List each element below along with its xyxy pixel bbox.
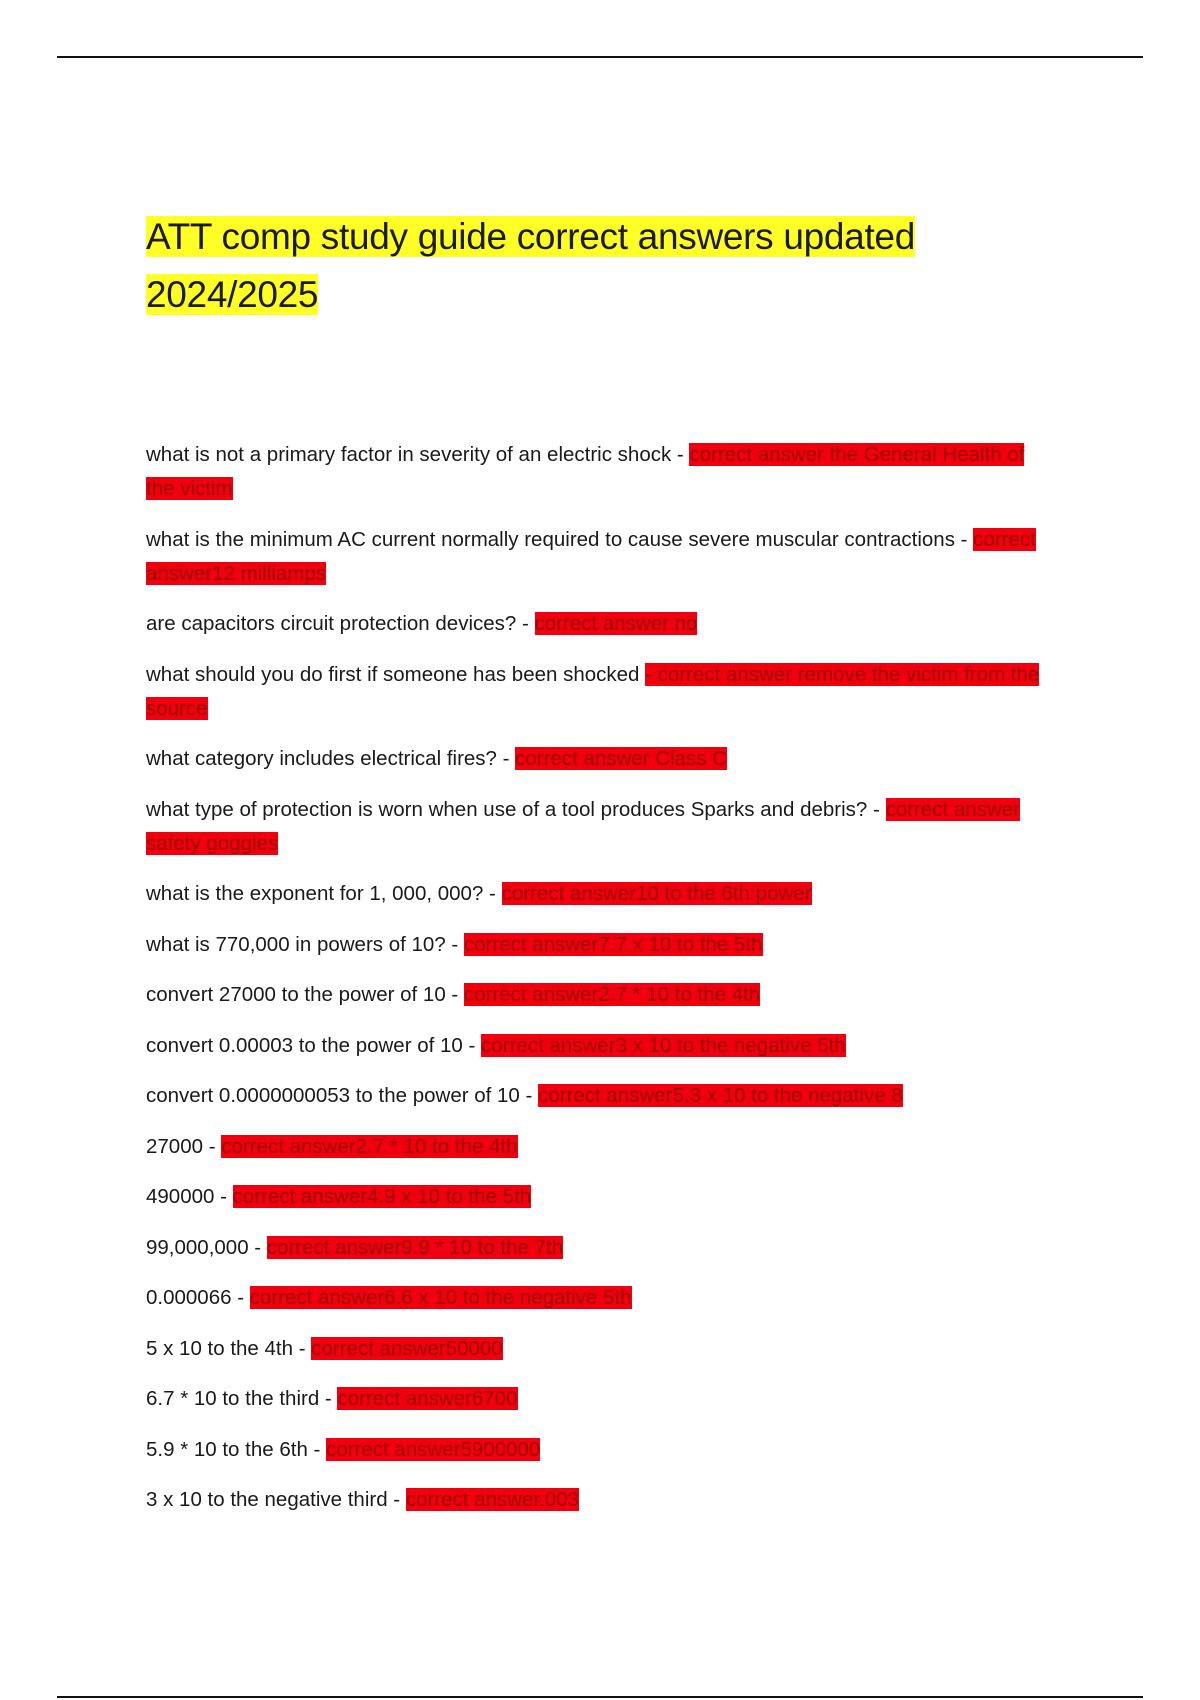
answer-text: correct answer6700 bbox=[337, 1387, 518, 1410]
answer-text: correct answer.003 bbox=[405, 1488, 580, 1511]
question-text: 490000 - bbox=[146, 1185, 233, 1208]
qa-item bbox=[146, 1382, 1046, 1416]
question-text: 6.7 * 10 to the third - bbox=[146, 1387, 338, 1410]
question-text: what category includes electrical fires? - bbox=[146, 747, 516, 770]
answer-text: correct answer7.7 x 10 to the 5th bbox=[463, 932, 763, 956]
header-rule bbox=[57, 56, 1143, 58]
answer-text: correct answer2.7 * 10 to the 4th bbox=[463, 983, 761, 1006]
qa-list bbox=[146, 438, 1046, 1534]
answer-text: - correct answer remove the victim from the source bbox=[146, 662, 1040, 720]
answer-text: correct answer4.9 x 10 to the 5th bbox=[232, 1185, 532, 1208]
answer-text: correct answer no bbox=[534, 612, 698, 635]
question-text: what is not a primary factor in severity of an electric shock - bbox=[146, 443, 690, 466]
question-text: 99,000,000 - bbox=[146, 1235, 267, 1259]
footer-rule bbox=[57, 1696, 1143, 1698]
question-text: what is the minimum AC current normally required to cause severe muscular contractions - bbox=[146, 527, 974, 551]
question-text: 27000 - bbox=[146, 1134, 222, 1158]
question-text: what type of protection is worn when use of a tool produces Sparks and debris? - bbox=[146, 797, 886, 821]
document-title-text: ATT comp study guide correct answers updated 2024/2025 bbox=[146, 216, 915, 315]
question-text: are capacitors circuit protection devices? - bbox=[146, 612, 535, 635]
answer-text: correct answer2.7 * 10 to the 4th bbox=[221, 1134, 518, 1158]
question-text: convert 27000 to the power of 10 - bbox=[146, 983, 464, 1006]
question-text: what should you do first if someone has been shocked bbox=[146, 662, 646, 686]
qa-item bbox=[146, 1130, 1046, 1164]
answer-text: correct answer the General Health of the victim bbox=[146, 443, 1025, 500]
qa-item bbox=[146, 1281, 1046, 1315]
question-text: what is the exponent for 1, 000, 000? - bbox=[146, 882, 502, 905]
qa-item bbox=[146, 1029, 1046, 1063]
answer-text: correct answer safety goggles bbox=[146, 797, 1020, 855]
qa-item bbox=[146, 928, 1046, 962]
answer-text: correct answer5900000 bbox=[326, 1437, 541, 1461]
qa-item bbox=[146, 658, 1046, 726]
question-text: 5 x 10 to the 4th - bbox=[146, 1336, 312, 1360]
answer-text: correct answer5.3 x 10 to the negative 8 bbox=[538, 1084, 903, 1107]
answer-text: correct answer9.9 * 10 to the 7th bbox=[266, 1235, 564, 1259]
qa-item bbox=[146, 1180, 1046, 1214]
answer-text: correct answer Class C bbox=[515, 747, 728, 770]
qa-item bbox=[146, 1079, 1046, 1113]
qa-item bbox=[146, 523, 1046, 591]
question-text: 5.9 * 10 to the 6th - bbox=[146, 1437, 327, 1461]
qa-item bbox=[146, 438, 1046, 506]
answer-text: correct answer6.6 x 10 to the negative 5th bbox=[249, 1286, 632, 1309]
document-title bbox=[146, 208, 1046, 324]
qa-item bbox=[146, 877, 1046, 911]
question-text: 3 x 10 to the negative third - bbox=[146, 1488, 406, 1511]
question-text: convert 0.00003 to the power of 10 - bbox=[146, 1033, 482, 1057]
qa-item bbox=[146, 1332, 1046, 1366]
qa-item bbox=[146, 1231, 1046, 1265]
answer-text: correct answer12 milliamps bbox=[146, 527, 1036, 585]
qa-item bbox=[146, 1483, 1046, 1517]
answer-text: correct answer50000 bbox=[311, 1336, 503, 1360]
question-text: what is 770,000 in powers of 10? - bbox=[146, 932, 464, 956]
qa-item bbox=[146, 793, 1046, 861]
qa-item bbox=[146, 978, 1046, 1012]
answer-text: correct answer3 x 10 to the negative 5th bbox=[481, 1033, 846, 1057]
answer-text: correct answer10 to the 6th power bbox=[501, 882, 812, 905]
qa-item bbox=[146, 607, 1046, 641]
question-text: 0.000066 - bbox=[146, 1286, 250, 1309]
qa-item bbox=[146, 1433, 1046, 1467]
question-text: convert 0.0000000053 to the power of 10 - bbox=[146, 1084, 539, 1107]
qa-item bbox=[146, 742, 1046, 776]
